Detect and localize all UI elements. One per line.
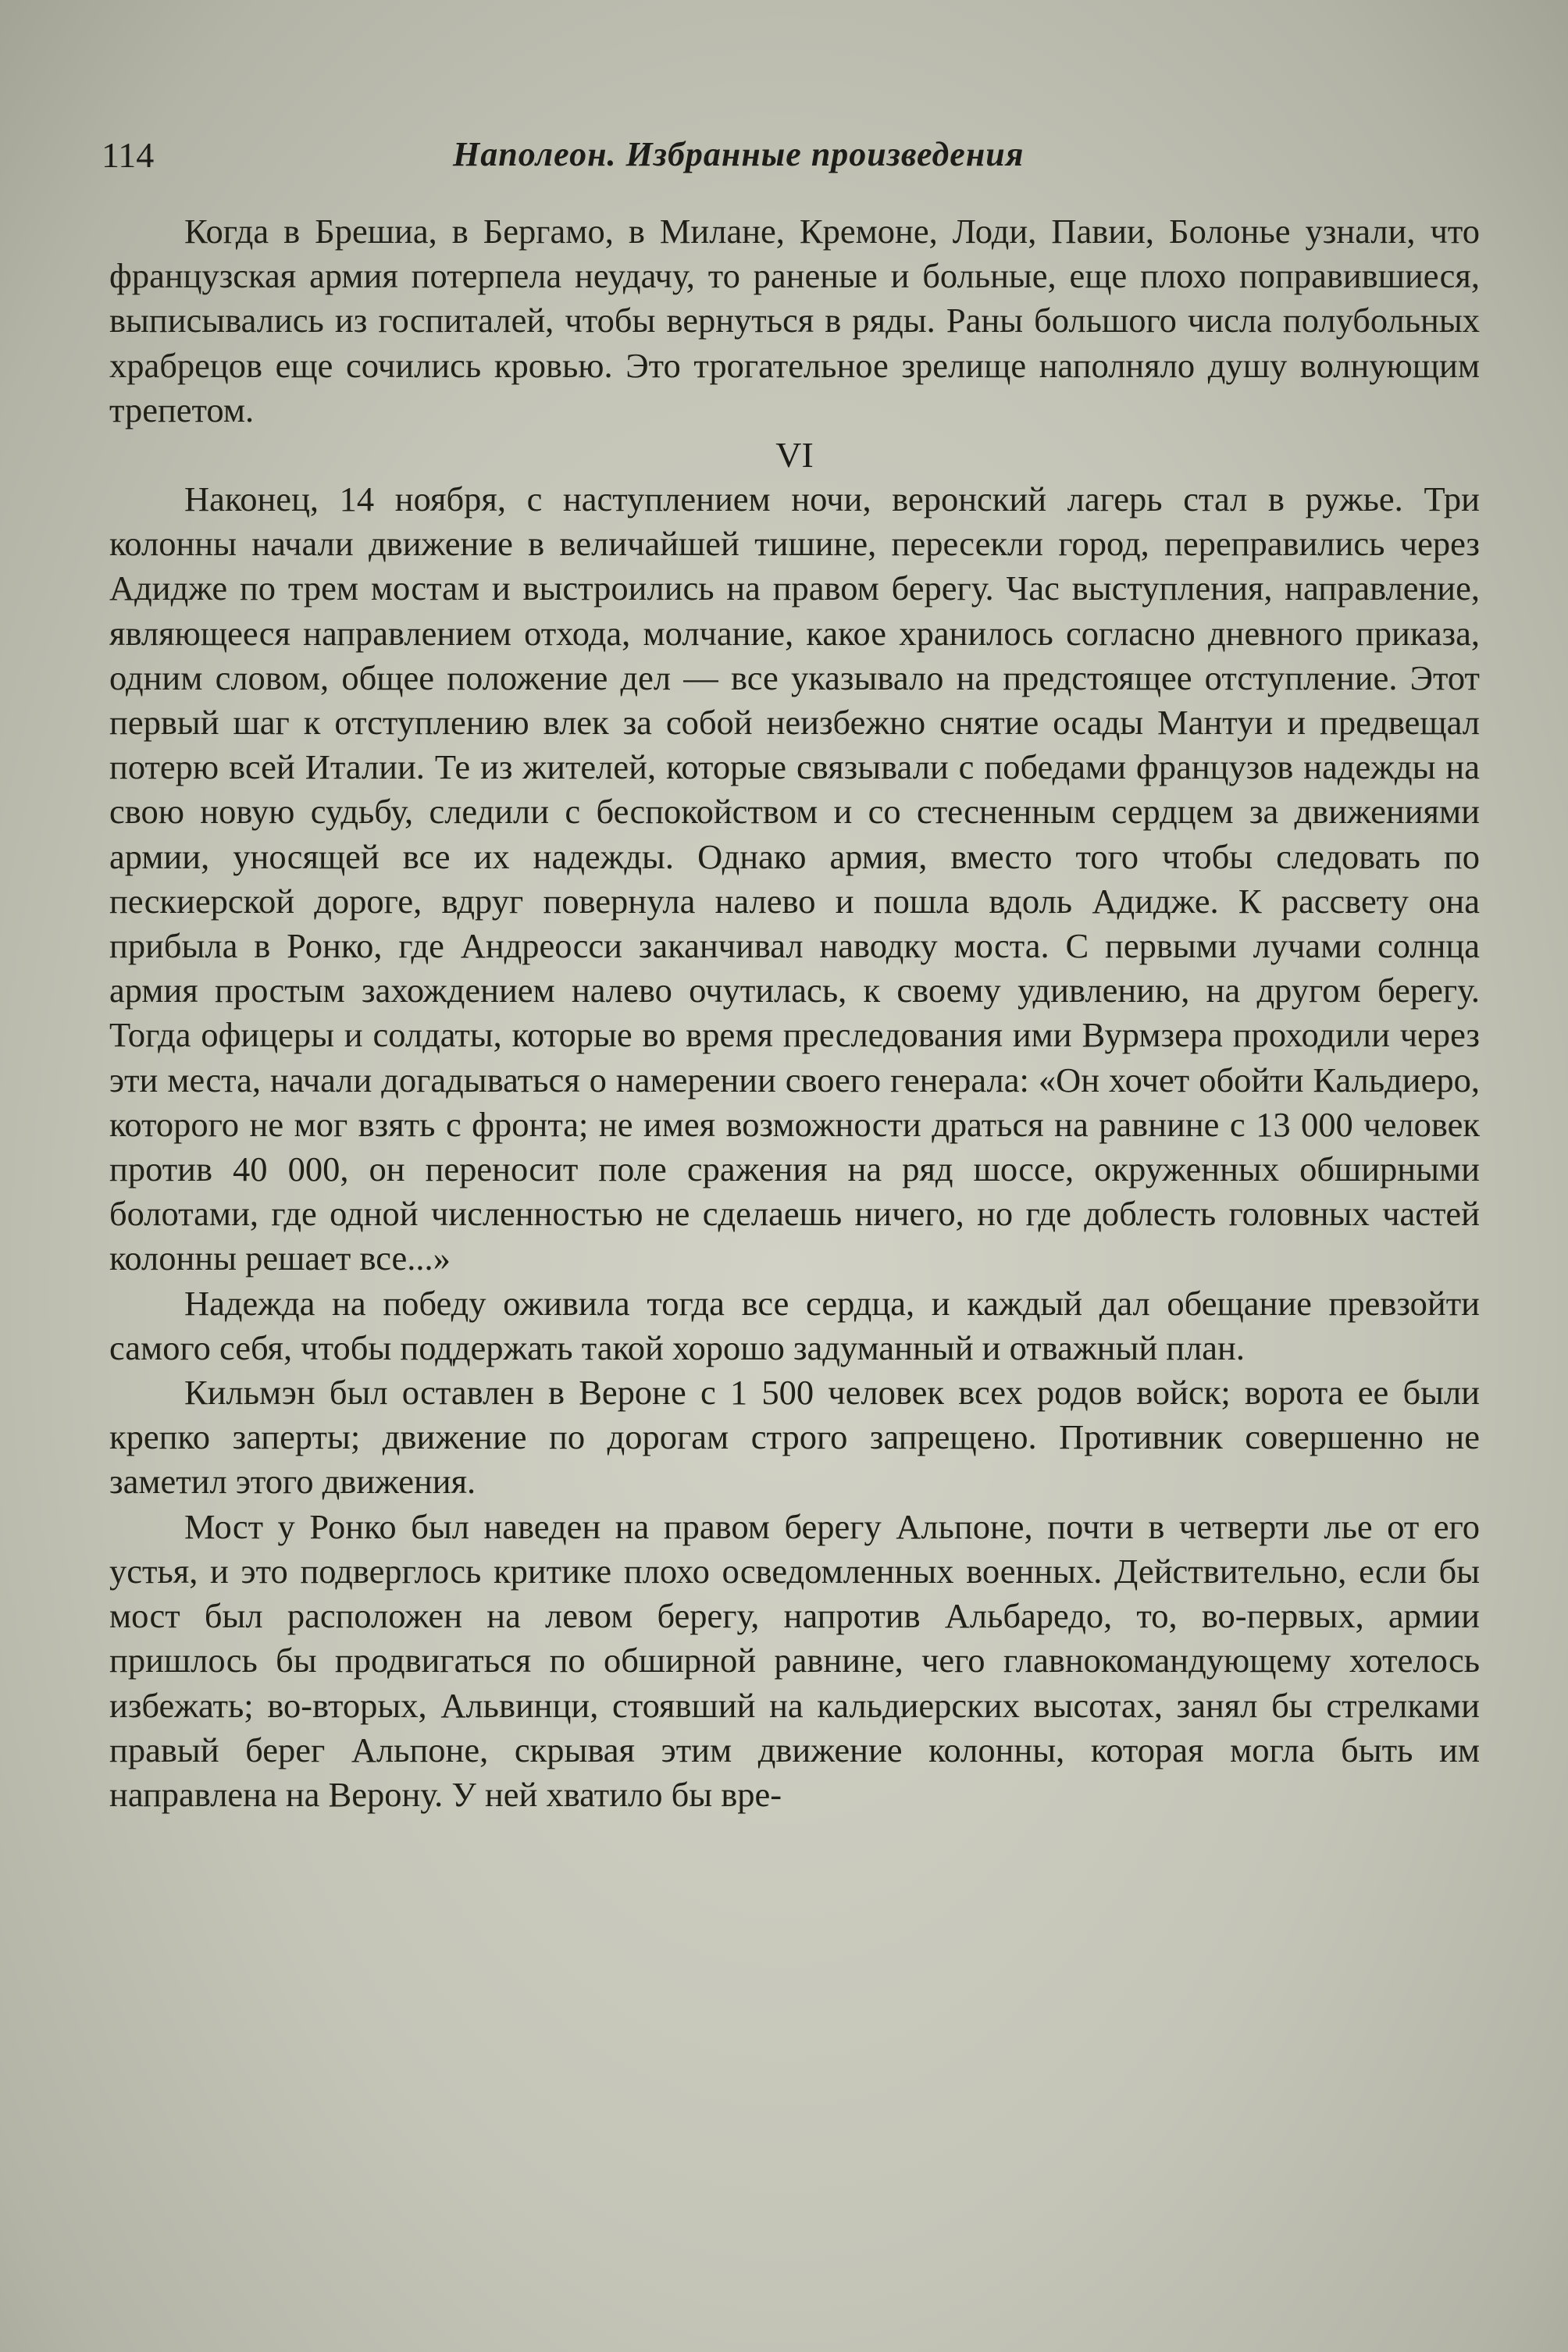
text-body [109, 209, 1480, 1817]
section-heading: VI [775, 435, 814, 476]
paragraph-2: Наконец, 14 ноября, с наступлением ночи, веронский лагерь стал в ружье. Три колонны начали движение в величайшей тишине, пересекли город, переправились через Адидже по трем мостам и выстроились на правом берегу. Час выступления, направление, являющееся направлением отхода, молчание, какое хранилось согласно дневного приказа, одним словом, общее положение дел — все указывало на предстоящее отступление. Этот первый шаг к отступлению влек за собой неизбежно снятие осады Мантуи и предвещал потерю всей Италии. Те из жителей, которые связывали с победами французов надежды на свою новую судьбу, следили с беспокойством и со стесненным сердцем за движениями армии, уносящей все их надежды. Однако армия, вместо того чтобы следовать по пескиерской дороге, вдруг повернула налево и пошла вдоль Адидже. К рассвету она прибыла в Ронко, где Андреосси заканчивал наводку моста. С первыми лучами солнца армия простым захождением налево очутилась, к своему удивлению, на другом берегу. Тогда офицеры и солдаты, которые во время преследования ими Вурмзера проходили через эти места, начали догадываться о намерении своего генерала: «Он хочет обойти Кальдиеро, которого не мог взять с фронта; не имея возможности драться на равнине с 13 000 человек против 40 000, он переносит поле сражения на ряд шоссе, окруженных обширными болотами, где одной численностью не сделаешь ничего, но где доблесть головных частей колонны решает все...» [109, 479, 1480, 1278]
page-header [102, 134, 1476, 181]
paragraph-4: Кильмэн был оставлен в Вероне с 1 500 человек всех родов войск; ворота ее были крепко заперты; движение по дорогам строго запрещено. Противник совершенно не заметил этого движения. [109, 1373, 1480, 1502]
paragraph-5: Мост у Ронко был наведен на правом берегу Альпоне, почти в четверти лье от его устья, и это подверглось критике плохо осведомленных военных. Действительно, если бы мост был расположен на левом берегу, напротив Альбаредо, то, во-первых, армии пришлось бы продвигаться по обширной равнине, чего главнокомандующему хотелось избежать; во-вторых, Альвинци, стоявший на кальдиерских высотах, занял бы стрелками правый берег Альпоне, скрывая этим движение колонны, которая могла быть им направлена на Верону. У ней хватило бы вре- [109, 1506, 1480, 1814]
paragraph-1: Когда в Брешиа, в Бергамо, в Милане, Кремоне, Лоди, Павии, Болонье узнали, что французская армия потерпела неудачу, то раненые и больные, еще плохо поправившиеся, выписывались из госпиталей, чтобы вернуться в ряды. Раны большого числа полубольных храбрецов еще сочились кровью. Это трогательное зрелище наполняло душу волнующим трепетом. [109, 212, 1480, 429]
paragraph-3: Надежда на победу оживила тогда все сердца, и каждый дал обещание превзойти самого себя, чтобы поддержать такой хорошо задуманный и отважный план. [109, 1283, 1480, 1367]
running-title: Наполеон. Избранные произведения [453, 135, 1025, 173]
page-number: 114 [102, 135, 155, 175]
